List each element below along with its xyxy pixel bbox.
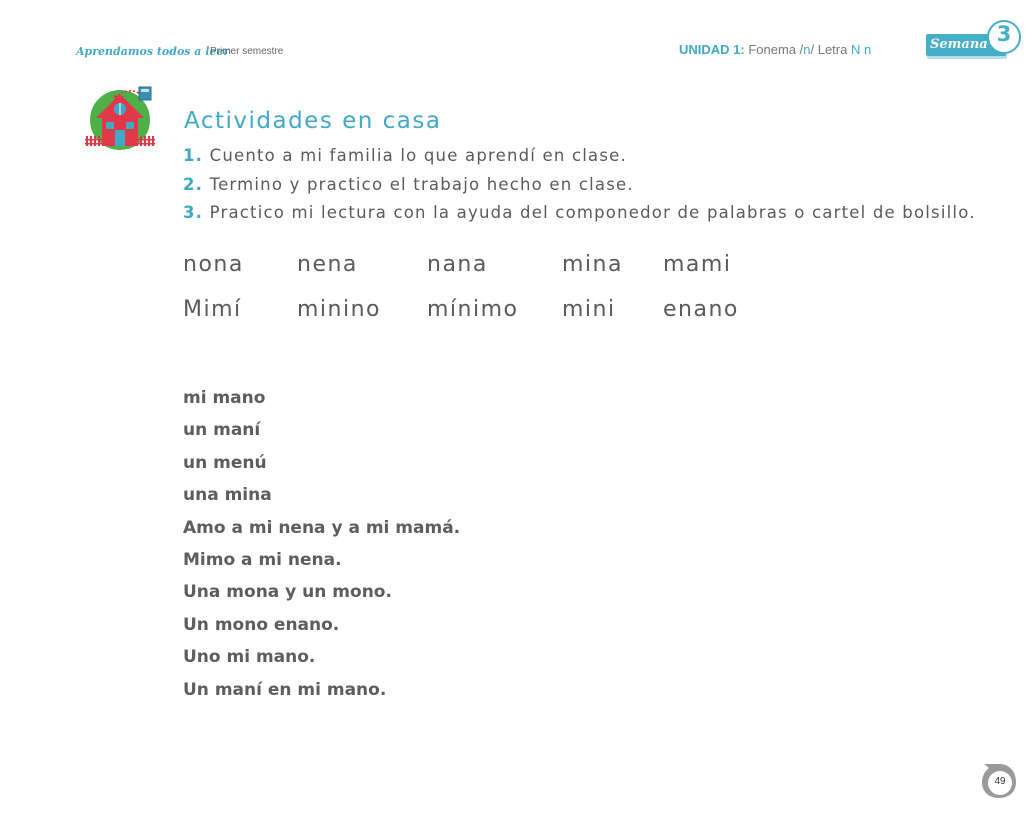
page-number: 49 bbox=[994, 776, 1006, 787]
word-item: nena bbox=[297, 252, 358, 277]
word-item: nana bbox=[427, 252, 488, 277]
activities-title: Actividades en casa bbox=[184, 108, 442, 134]
activity-number: 2. bbox=[183, 174, 204, 194]
week-number: 3 bbox=[996, 22, 1012, 46]
unit-heading bbox=[679, 42, 871, 57]
activity-text: Practico mi lectura con la ayuda del componedor de palabras o cartel de bolsillo. bbox=[203, 203, 976, 222]
phrase-item: un menú bbox=[183, 452, 267, 473]
phrase-item: Mimo a mi nena. bbox=[183, 550, 342, 571]
word-item: mami bbox=[663, 252, 732, 277]
page-number-badge bbox=[980, 762, 1018, 800]
unit-letter: N n bbox=[850, 42, 872, 57]
word-item: mina bbox=[562, 252, 623, 277]
phrase-item: Una mona y un mono. bbox=[183, 582, 392, 603]
phrase-item: Un mono enano. bbox=[183, 614, 340, 635]
phrase-list bbox=[183, 382, 460, 706]
activity-text: Cuento a mi familia lo que aprendí en clase. bbox=[203, 146, 627, 165]
activities-list bbox=[183, 142, 976, 228]
unit-label: UNIDAD 1: bbox=[679, 42, 745, 57]
word-item: mínimo bbox=[427, 297, 519, 322]
word-item: enano bbox=[663, 297, 739, 322]
word-item: nona bbox=[183, 252, 244, 277]
word-item: Mimí bbox=[183, 297, 242, 322]
unit-text-letter-prefix: / Letra bbox=[810, 42, 851, 57]
week-badge bbox=[926, 22, 1021, 62]
activity-text: Termino y practico el trabajo hecho en clase. bbox=[203, 174, 634, 194]
activity-number: 1. bbox=[183, 146, 204, 165]
unit-text-phoneme-prefix: Fonema / bbox=[744, 42, 804, 57]
semester-label: Primer semestre bbox=[210, 46, 284, 57]
phrase-item: una mina bbox=[183, 485, 272, 506]
unit-phoneme: n bbox=[803, 42, 811, 57]
phrase-item: mi mano bbox=[183, 388, 266, 408]
activity-item bbox=[183, 171, 976, 200]
house-icon bbox=[82, 84, 160, 152]
activity-number: 3. bbox=[183, 203, 204, 222]
word-item: mini bbox=[562, 297, 616, 322]
phrase-item: un maní bbox=[183, 420, 261, 441]
series-title: Aprendamos todos a leer bbox=[76, 45, 230, 58]
phrase-item: Amo a mi nena y a mi mamá. bbox=[183, 517, 461, 538]
activity-item bbox=[183, 142, 976, 171]
word-item: minino bbox=[297, 297, 382, 322]
activity-item bbox=[183, 199, 976, 228]
phrase-item: Un maní en mi mano. bbox=[183, 679, 387, 700]
week-label: Semana bbox=[930, 37, 988, 52]
phrase-item: Uno mi mano. bbox=[183, 647, 316, 668]
